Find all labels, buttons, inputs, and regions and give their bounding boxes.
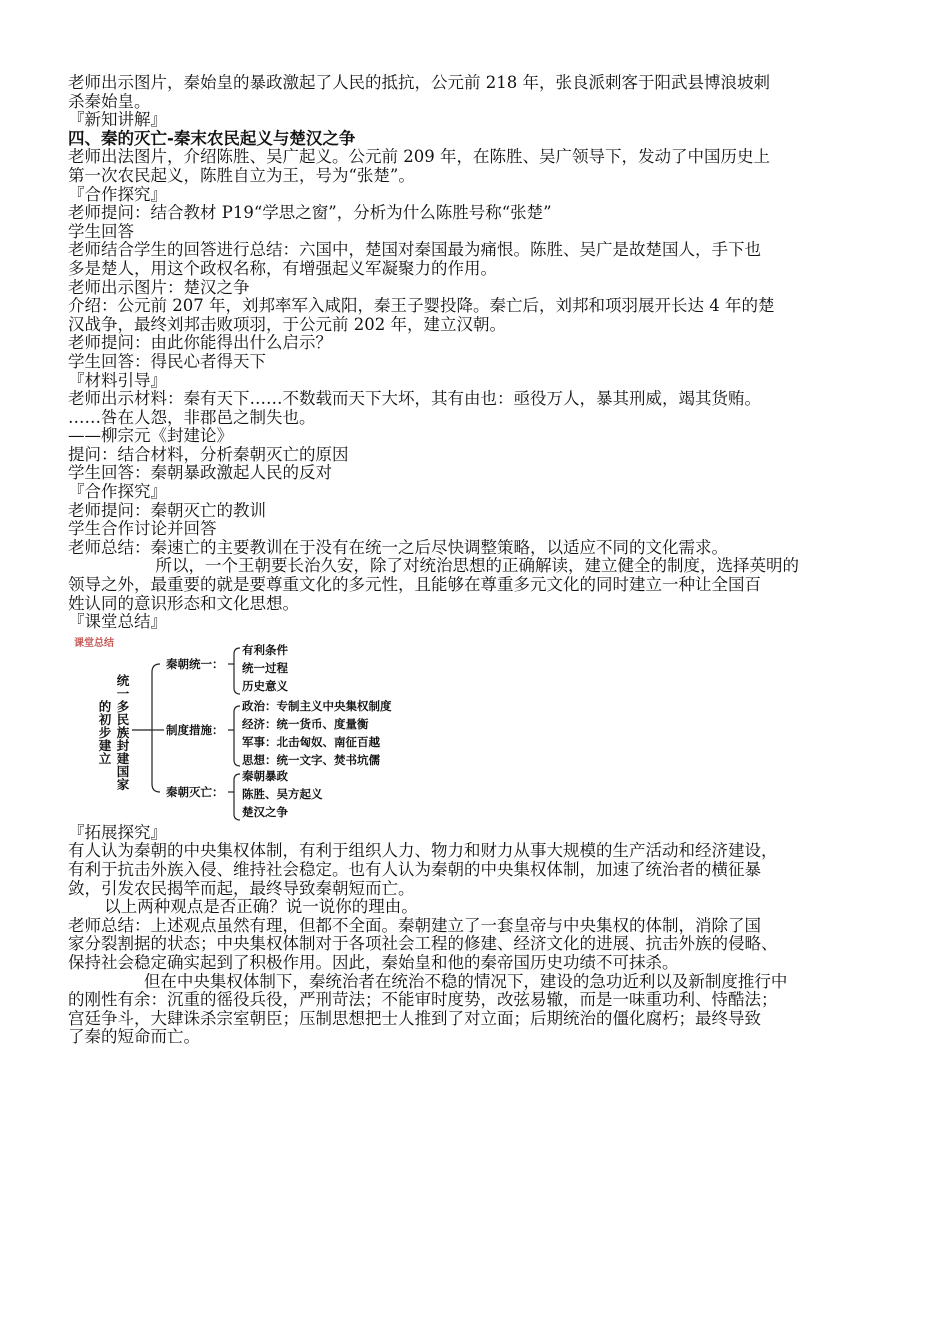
leaf-item: 历史意义 xyxy=(242,678,288,693)
paragraph-line: 第一次农民起义，陈胜自立为王，号为“张楚”。 xyxy=(68,165,415,185)
paragraph-line: 家分裂割据的状态；中央集权体制对于各项社会工程的修建、经济文化的进展、抗击外族的侵略、 xyxy=(68,934,778,954)
paragraph-line: 介绍：公元前 207 年，刘邦率军入咸阳，秦王子婴投降。秦亡后，刘邦和项羽展开长达 4 年的楚 xyxy=(68,296,775,316)
mindmap-root-col-2: 的 初 步 建 立 xyxy=(98,698,112,766)
leaf-item: 思想：统一文字、焚书坑儒 xyxy=(242,752,380,767)
paragraph-line: 提问：结合材料，分析秦朝灭亡的原因 xyxy=(68,444,349,464)
paragraph-line: ……咎在人怨，非郡邑之制失也。 xyxy=(68,407,316,427)
section-marker: 『新知讲解』 xyxy=(68,110,167,130)
branch-institutions: 制度措施： xyxy=(166,722,224,737)
paragraph-line: 老师结合学生的回答进行总结：六国中，楚国对秦国最为痛恨。陈胜、吴广是故楚国人，手下也 xyxy=(68,240,761,260)
paragraph-line: 的刚性有余：沉重的徭役兵役，严刑苛法；不能审时度势，改弦易辙，而是一味重功利、恃酷法； xyxy=(68,990,778,1010)
paragraph-line: 保持社会稳定确实起到了积极作用。因此，秦始皇和他的秦帝国历史功绩不可抹杀。 xyxy=(68,952,679,972)
paragraph-line: 宫廷争斗，大肆诛杀宗室朝臣；压制思想把士人推到了对立面；后期统治的僵化腐朽；最终导致 xyxy=(68,1008,761,1028)
section-marker: 『拓展探究』 xyxy=(68,822,167,842)
paragraph-line: 老师出示图片：楚汉之争 xyxy=(68,277,250,297)
paragraph-line: 老师总结：上述观点虽然有理，但都不全面。秦朝建立了一套皇帝与中央集权的体制，消除了国 xyxy=(68,915,761,935)
leaf-item: 楚汉之争 xyxy=(242,804,288,819)
mindmap-root-col-3: 多 民 族 封 建 国 家 xyxy=(116,698,130,792)
paragraph-line: 老师提问：结合教材 P19“学思之窗”，分析为什么陈胜号称“张楚” xyxy=(68,203,552,223)
leaf-item: 统一过程 xyxy=(242,660,288,675)
leaf-item: 陈胜、吴方起义 xyxy=(242,786,323,801)
leaf-item: 有利条件 xyxy=(242,642,288,657)
paragraph-line: 学生合作讨论并回答 xyxy=(68,519,217,539)
branch-qin-fall: 秦朝灭亡： xyxy=(166,784,224,799)
paragraph-line: 但在中央集权体制下，秦统治者在统治不稳的情况下，建设的急功近利以及新制度推行中 xyxy=(143,971,788,991)
paragraph-line: 老师出示材料：秦有天下……不数载而天下大坏，其有由也：亟役万人，暴其刑威，竭其货贿。 xyxy=(68,389,761,409)
paragraph-line: 老师提问：由此你能得出什么启示？ xyxy=(68,333,332,353)
paragraph-line: 领导之外，最重要的就是要尊重文化的多元性，且能够在尊重多元文化的同时建立一种让全国百 xyxy=(68,575,761,595)
leaf-item: 经济：统一货币、度量衡 xyxy=(242,716,369,731)
document-body xyxy=(68,74,883,1047)
section-marker: 『材料引导』 xyxy=(68,370,167,390)
citation-line: ——柳宗元《封建论》 xyxy=(68,426,233,446)
leaf-item: 秦朝暴政 xyxy=(242,768,288,783)
paragraph-line: 老师出法图片，介绍陈胜、吴广起义。公元前 209 年，在陈胜、吴广领导下，发动了中国历史上 xyxy=(68,147,770,167)
mindmap-root-col-1: 统 一 xyxy=(116,672,130,701)
section-marker: 『合作探究』 xyxy=(68,482,167,502)
paragraph-line: 学生回答 xyxy=(68,221,134,241)
section-heading: 四、秦的灭亡-秦末农民起义与楚汉之争 xyxy=(68,128,356,148)
paragraph-line: 姓认同的意识形态和文化思想。 xyxy=(68,593,299,613)
summary-mindmap xyxy=(68,634,428,822)
paragraph-line: 杀秦始皇。 xyxy=(68,91,151,111)
section-marker: 『合作探究』 xyxy=(68,184,167,204)
paragraph-line: 学生回答：秦朝暴政激起人民的反对 xyxy=(68,463,332,483)
mindmap-header: 课堂总结 xyxy=(74,637,114,649)
branch-qin-unification: 秦朝统一： xyxy=(166,656,224,671)
paragraph-line: 有人认为秦朝的中央集权体制，有利于组织人力、物力和财力从事大规模的生产活动和经济建设， xyxy=(68,841,778,861)
paragraph-line: 老师总结：秦速亡的主要教训在于没有在统一之后尽快调整策略，以适应不同的文化需求。 xyxy=(68,537,728,557)
leaf-item: 军事：北击匈奴、南征百越 xyxy=(242,734,380,749)
paragraph-line: 有利于抗击外族入侵、维持社会稳定。也有人认为秦朝的中央集权体制，加速了统治者的横征暴 xyxy=(68,860,761,879)
paragraph-line: 学生回答：得民心者得天下 xyxy=(68,351,266,371)
leaf-item: 政治：专制主义中央集权制度 xyxy=(242,698,392,713)
paragraph-line: 了秦的短命而亡。 xyxy=(68,1027,200,1047)
paragraph-line: 汉战争，最终刘邦击败项羽，于公元前 202 年，建立汉朝。 xyxy=(68,314,506,334)
paragraph-line: 老师出示图片，秦始皇的暴政激起了人民的抵抗，公元前 218 年，张良派刺客于阳武县博浪坡刺 xyxy=(68,73,770,92)
paragraph-line: 敛，引发农民揭竿而起，最终导致秦朝短而亡。 xyxy=(68,878,415,898)
section-marker: 『课堂总结』 xyxy=(68,612,167,632)
paragraph-line: 老师提问：秦朝灭亡的教训 xyxy=(68,500,266,520)
paragraph-line: 以上两种观点是否正确？说一说你的理由。 xyxy=(104,897,418,917)
paragraph-line: 多是楚人，用这个政权名称，有增强起义军凝聚力的作用。 xyxy=(68,258,497,278)
paragraph-line: 所以，一个王朝要长治久安，除了对统治思想的正确解读，建立健全的制度，选择英明的 xyxy=(155,556,799,576)
